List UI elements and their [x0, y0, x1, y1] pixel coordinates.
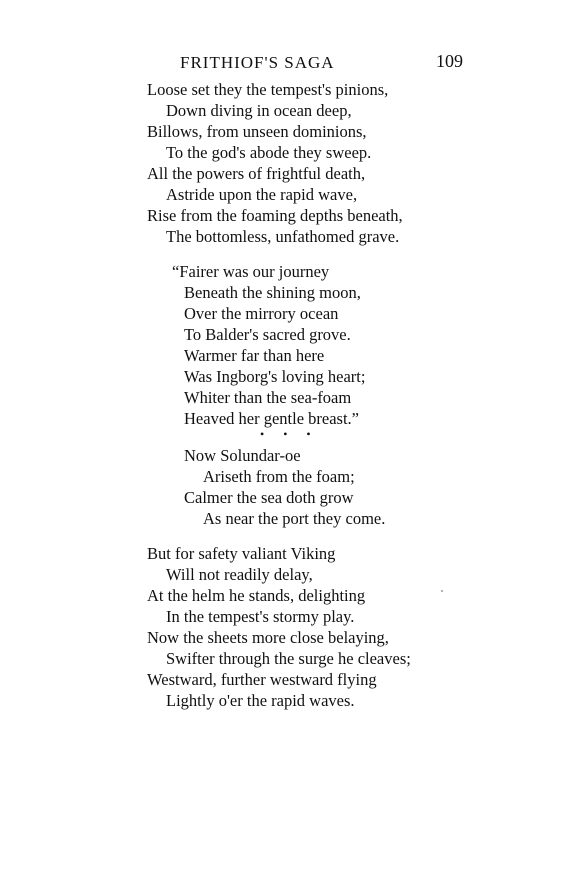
poem-line: Warmer far than here — [184, 346, 325, 365]
ellipsis-divider: • • • — [260, 427, 319, 441]
poem-line: Now Solundar-oe — [184, 446, 301, 465]
poem-line: The bottomless, unfathomed grave. — [166, 227, 400, 246]
poem-line: Swifter through the surge he cleaves; — [166, 649, 411, 668]
paper-speck — [441, 590, 443, 592]
poem-line: As near the port they come. — [203, 509, 386, 528]
poem-line: All the powers of frightful death, — [147, 164, 366, 183]
poem-line: Astride upon the rapid wave, — [166, 185, 358, 204]
poem-line: But for safety valiant Viking — [147, 544, 336, 563]
poem-line: Now the sheets more close belaying, — [147, 628, 389, 647]
poem-line: “Fairer was our journey — [172, 262, 330, 281]
poem-line: Rise from the foaming depths beneath, — [147, 206, 403, 225]
poem-line: Westward, further westward flying — [147, 670, 377, 689]
poem-line: To Balder's sacred grove. — [184, 325, 351, 344]
page-number: 109 — [436, 51, 463, 71]
poem-line: Ariseth from the foam; — [203, 467, 355, 486]
poem-line: Lightly o'er the rapid waves. — [166, 691, 355, 710]
poem-line: Down diving in ocean deep, — [166, 101, 352, 120]
poem-line: Was Ingborg's loving heart; — [184, 367, 366, 386]
poem-line: To the god's abode they sweep. — [166, 143, 372, 162]
poem-line: In the tempest's stormy play. — [166, 607, 355, 626]
poem-line: At the helm he stands, delighting — [147, 586, 366, 605]
poem-line: Beneath the shining moon, — [184, 283, 361, 302]
poem-line: Whiter than the sea-foam — [184, 388, 352, 407]
poem-line: Over the mirrory ocean — [184, 304, 339, 323]
poem-line: Heaved her gentle breast.” — [184, 409, 359, 428]
poem-line: Will not readily delay, — [166, 565, 313, 584]
poem-line: Loose set they the tempest's pinions, — [147, 80, 389, 99]
poem-line: Calmer the sea doth grow — [184, 488, 354, 507]
running-head: FRITHIOF'S SAGA — [180, 53, 335, 72]
poem-line: Billows, from unseen dominions, — [147, 122, 367, 141]
